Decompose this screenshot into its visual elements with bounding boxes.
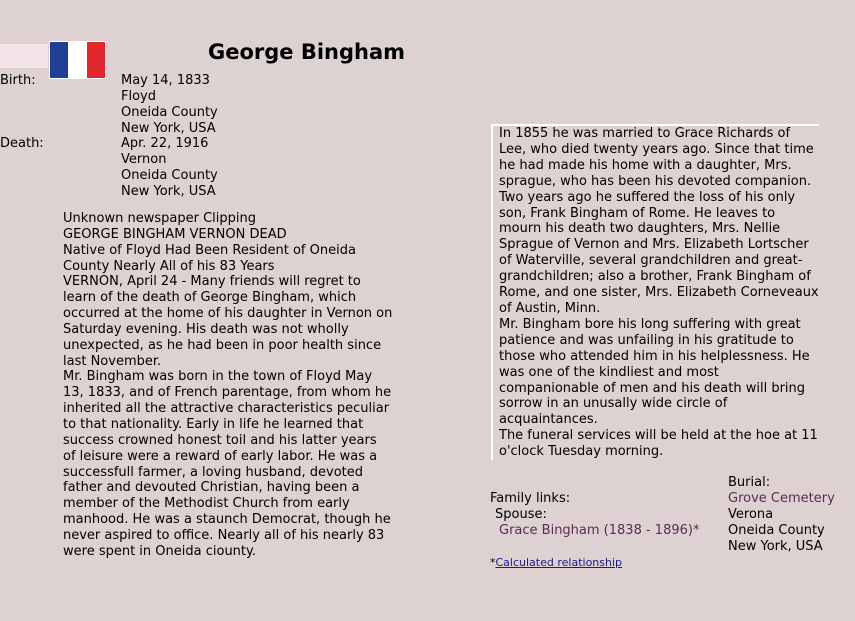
spouse-label: Spouse:	[495, 507, 547, 522]
burial-label: Burial:	[728, 475, 771, 490]
header-decoration	[0, 44, 48, 68]
burial-info	[728, 475, 835, 555]
flag-stripe-red	[87, 42, 105, 78]
family-heading: Family links:	[490, 491, 571, 506]
burial-country: New York, USA	[728, 539, 823, 554]
birth-label: Birth:	[0, 73, 36, 88]
burial-town: Verona	[728, 507, 774, 522]
spouse-marker: *	[692, 523, 700, 538]
death-details	[121, 136, 218, 200]
bio-paragraph: Mr. Bingham was born in the town of Floyd May 13, 1833, and of French parentage, from whom he inherited all the attractive characteristics peculiar to that nationality. Early in life he learned that success crowned honest toil and his latter years of leisure were a reward of early labor. He was a successfull farmer, a loving husband, devoted father and devouted Christian, having been a member of the Methodist Church from early manhood. He was a staunch Democrat, though he never aspired to office. Nearly all of his nearly 83 were spent in Oneida ciounty.	[63, 369, 392, 559]
footer-marker: *	[490, 556, 496, 569]
flag-stripe-blue	[50, 42, 68, 78]
birth-country: New York, USA	[121, 121, 216, 136]
bio-right	[491, 124, 819, 460]
death-date: Apr. 22, 1916	[121, 136, 209, 151]
death-country: New York, USA	[121, 184, 216, 199]
bio-left	[63, 211, 393, 560]
birth-county: Oneida County	[121, 105, 218, 120]
death-county: Oneida County	[121, 168, 218, 183]
flag-stripe-white	[68, 42, 86, 78]
birth-date: May 14, 1833	[121, 73, 210, 88]
spouse-entry	[490, 523, 699, 539]
bio-paragraph: GEORGE BINGHAM VERNON DEAD	[63, 226, 287, 242]
footer-note	[490, 556, 622, 570]
family-links	[490, 491, 699, 539]
birth-place: Floyd	[121, 89, 156, 104]
bio-paragraph: Mr. Bingham bore his long suffering with great patience and was unfailing in his gratitude to those who attended him in his helplessness. He was one of the kindliest and most companionable of men and his death will bring sorrow in an unusally wide circle of acquaintances.	[499, 316, 810, 428]
burial-county: Oneida County	[728, 523, 825, 538]
bio-paragraph: The funeral services will be held at the hoe at 11 o'clock Tuesday morning.	[499, 428, 818, 460]
france-flag-icon	[49, 41, 106, 79]
bio-paragraph: VERNON, April 24 - Many friends will regret to learn of the death of George Bingham, which occurred at the home of his daughter in Vernon on Saturday evening. His death was not wholly unexpected, as he had been in poor health since last November.	[63, 274, 393, 369]
death-place: Vernon	[121, 152, 167, 167]
spouse-link[interactable]: Grace Bingham (1838 - 1896)	[499, 523, 693, 538]
death-label: Death:	[0, 136, 44, 151]
page-title: George Bingham	[208, 40, 406, 64]
bio-paragraph: In 1855 he was married to Grace Richards of Lee, who died twenty years ago. Since that time he had made his home with a daughter, Mrs. sprague, who has been his devoted companion. Two years ago he suffered the loss of his only son, Frank Bingham of Rome. He leaves to mourn his death two daughters, Mrs. Nellie Sprague of Vernon and Mrs. Elizabeth Lortscher of Waterville, several grandchildren and great-grandchildren; also a brother, Frank Bingham of Rome, and one sister, Mrs. Elizabeth Corneveaux of Austin, Minn.	[499, 126, 819, 316]
bio-paragraph: Native of Floyd Had Been Resident of Oneida County Nearly All of his 83 Years	[63, 242, 356, 274]
bio-paragraph: Unknown newspaper Clipping	[63, 211, 256, 226]
cemetery-link[interactable]: Grove Cemetery	[728, 491, 835, 506]
calculated-relationship-link[interactable]: Calculated relationship	[495, 556, 623, 569]
birth-details	[121, 73, 218, 137]
